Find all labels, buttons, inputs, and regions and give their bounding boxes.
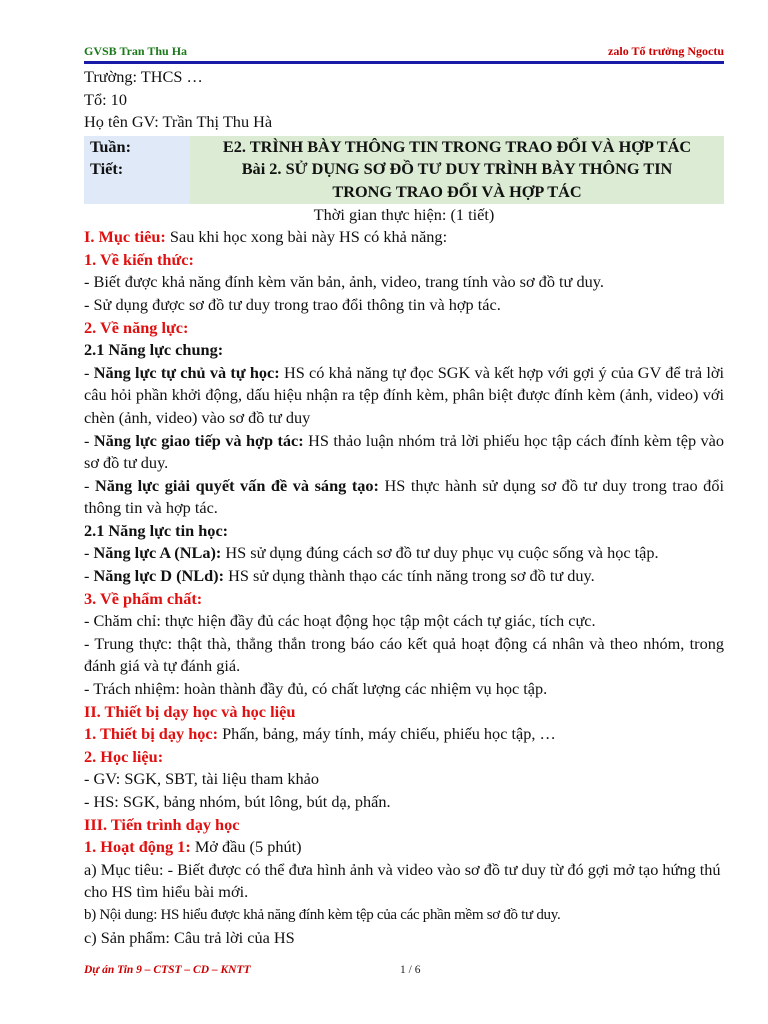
competence-problem-solving-label: Năng lực giải quyết vấn đề và sáng tạo: [94, 475, 379, 495]
competence-nla-label: Năng lực A (NLa): [93, 543, 222, 563]
activity1-product: c) Sản phẩm: Câu trả lời của HS [84, 927, 295, 947]
unit-title: E2. TRÌNH BÀY THÔNG TIN TRONG TRAO ĐỔI VÀ HỢP TÁC [222, 136, 692, 156]
document-body [84, 66, 724, 949]
competence-communication-text: HS thảo luận nhóm trả lời phiếu học tập cách đính kèm tệp vào sơ đồ tư duy. [84, 430, 725, 473]
knowledge-heading: 1. Về kiến thức: [84, 249, 194, 269]
competence-nld [84, 565, 724, 588]
equipment-line [84, 723, 724, 746]
teacher-line: Họ tên GV: Trần Thị Thu Hà [84, 112, 273, 132]
duration-line: Thời gian thực hiện: (1 tiết) [313, 204, 495, 224]
header-rule [84, 61, 724, 64]
page-footer [84, 964, 724, 980]
header-contact: zalo Tổ trưởng Ngoctu [608, 44, 724, 58]
competence-nld-text: HS sử dụng thành thạo các tính năng trong sơ đồ tư duy. [224, 566, 595, 586]
competence-communication-label: Năng lực giao tiếp và hợp tác: [93, 430, 304, 450]
week-period-cell [84, 136, 190, 204]
materials-student: - HS: SGK, bảng nhóm, bút lông, bút dạ, phấn. [84, 792, 391, 811]
bullet-dash: - [84, 543, 94, 563]
group-line: Tổ: 10 [84, 89, 127, 109]
lesson-title-line1: Bài 2. SỬ DỤNG SƠ ĐỒ TƯ DUY TRÌNH BÀY THÔNG TIN [241, 159, 673, 179]
general-competence-heading: 2.1 Năng lực chung: [84, 340, 224, 360]
competence-nld-label: Năng lực D (NLd): [93, 566, 225, 586]
competence-nla-text: HS sử dụng đúng cách sơ đồ tư duy phục vụ cuộc sống và học tập. [221, 543, 659, 563]
it-competence-heading: 2.1 Năng lực tin học: [84, 520, 229, 540]
objectives-intro [84, 226, 724, 249]
knowledge-item-2: - Sử dụng được sơ đồ tư duy trong trao đổi thông tin và hợp tác. [84, 294, 501, 314]
period-label: Tiết: [90, 159, 124, 179]
knowledge-item-1: - Biết được khả năng đính kèm văn bản, ảnh, video, trang tính vào sơ đồ tư duy. [84, 272, 604, 292]
bullet-dash: - [84, 362, 94, 382]
lesson-title-cell [190, 136, 724, 204]
materials-teacher: - GV: SGK, SBT, tài liệu tham khảo [84, 769, 319, 789]
activity1-text: Mở đầu (5 phút) [190, 837, 302, 857]
header-author: GVSB Tran Thu Ha [84, 44, 188, 58]
page-header [84, 44, 724, 62]
competence-heading: 2. Về năng lực: [84, 317, 189, 337]
competence-problem-solving [84, 475, 724, 520]
footer-project: Dự án Tin 9 – CTST – CD – KNTT [84, 964, 251, 976]
section-equipment-heading: II. Thiết bị dạy học và học liệu [84, 701, 296, 721]
equipment-text: Phấn, bảng, máy tính, máy chiếu, phiếu học tập, … [218, 724, 556, 744]
bullet-dash: - [84, 475, 95, 495]
equipment-heading: 1. Thiết bị dạy học: [84, 724, 219, 744]
activity1-objective: a) Mục tiêu: - Biết được có thể đưa hình ảnh và video vào sơ đồ tư duy từ đó gợi mở tạo hứng thú cho HS tìm hiểu bài mới. [84, 859, 721, 902]
objectives-intro-text: Sau khi học xong bài này HS có khả năng: [165, 227, 448, 247]
lesson-title-table [84, 136, 724, 204]
competence-nla [84, 542, 724, 565]
competence-self-study [84, 362, 724, 430]
school-line: Trường: THCS … [84, 67, 203, 86]
materials-heading: 2. Học liệu: [84, 746, 164, 766]
quality-diligence: - Chăm chỉ: thực hiện đầy đủ các hoạt động học tập một cách tự giác, tích cực. [84, 611, 596, 631]
competence-self-study-label: Năng lực tự chủ và tự học: [93, 362, 280, 382]
activity1-heading: 1. Hoạt động 1: [84, 837, 191, 857]
bullet-dash: - [84, 430, 94, 450]
activity1-line [84, 836, 724, 859]
qualities-heading: 3. Về phẩm chất: [84, 588, 203, 608]
week-label: Tuần: [90, 136, 132, 156]
competence-communication [84, 430, 724, 475]
section-objectives-heading: I. Mục tiêu: [84, 227, 166, 247]
quality-responsibility: - Trách nhiệm: hoàn thành đầy đủ, có chất lượng các nhiệm vụ học tập. [84, 679, 548, 699]
quality-honesty: - Trung thực: thật thà, thẳng thắn trong báo cáo kết quả hoạt động cá nhân và theo nhóm, trong đánh giá và tự đánh giá. [84, 633, 724, 676]
activity1-content: b) Nội dung: HS hiểu được khả năng đính kèm tệp của các phần mềm sơ đồ tư duy. [84, 906, 561, 923]
page-number: 1 / 6 [400, 964, 421, 976]
bullet-dash: - [84, 566, 94, 586]
competence-problem-solving-text: HS thực hành sử dụng sơ đồ tư duy trong trao đổi thông tin và hợp tác. [84, 475, 724, 518]
lesson-title-line2: TRONG TRAO ĐỔI VÀ HỢP TÁC [332, 181, 582, 201]
section-procedure-heading: III. Tiến trình dạy học [84, 814, 240, 834]
competence-self-study-text: HS có khả năng tự đọc SGK và kết hợp với gợi ý của GV để trả lời câu hỏi phần khởi động, dấu hiệu nhận ra tệp đính kèm, phân biệt được đính kèm (ảnh, video) với chèn (ảnh, video) vào sơ đồ tư duy [84, 362, 725, 427]
